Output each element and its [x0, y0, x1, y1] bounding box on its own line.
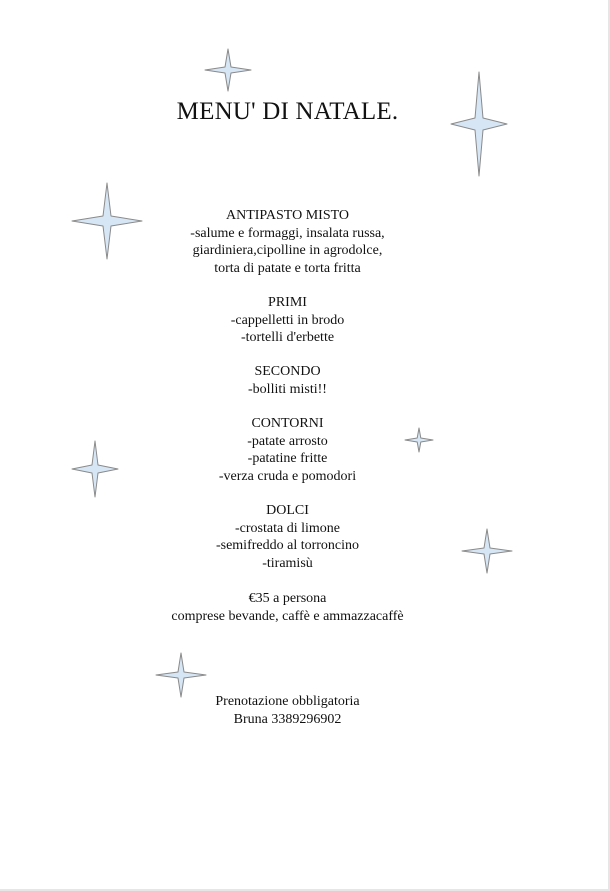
star-icon: [72, 183, 142, 259]
menu-item: -salume e formaggi, insalata russa,: [190, 225, 385, 241]
price-includes-text: comprese bevande, caffè e ammazzacaffè: [171, 608, 404, 624]
menu-item: -semifreddo al torroncino: [215, 538, 360, 553]
contact-phone: Bruna 3389296902: [233, 711, 342, 727]
star-icon: [156, 653, 206, 697]
star-icon: [451, 72, 507, 176]
price-block: [0, 590, 575, 625]
page-title: MENU' DI NATALE.: [176, 98, 399, 125]
menu-item: -tortelli d'erbette: [240, 330, 335, 345]
menu-item: -bolliti misti!!: [248, 381, 327, 397]
menu-item: giardiniera,cipolline in agrodolce,: [192, 243, 383, 258]
section-heading: DOLCI: [266, 503, 309, 518]
section-heading: ANTIPASTO MISTO: [225, 208, 350, 223]
star-icon: [462, 529, 512, 573]
menu-item: torta di patate e torta fritta: [214, 260, 361, 276]
booking-note: Prenotazione obbligatoria: [215, 694, 360, 709]
menu-item: -verza cruda e pomodori: [218, 468, 357, 484]
section-primi: [0, 294, 575, 347]
menu-item: -cappelletti in brodo: [230, 312, 345, 328]
star-icon: [405, 428, 433, 452]
menu-item: -crostata di limone: [235, 520, 340, 536]
menu-item: -patatine fritte: [247, 451, 328, 466]
section-heading: CONTORNI: [251, 416, 324, 431]
star-icon: [205, 49, 251, 91]
price-text: €35 a persona: [248, 591, 327, 606]
section-secondo: [0, 363, 575, 398]
menu-item: -patate arrosto: [247, 433, 328, 449]
section-heading: PRIMI: [268, 295, 307, 310]
menu-item: -tiramisù: [262, 555, 313, 571]
star-icon: [72, 441, 118, 497]
booking-block: [0, 693, 575, 728]
section-heading: SECONDO: [254, 364, 321, 379]
